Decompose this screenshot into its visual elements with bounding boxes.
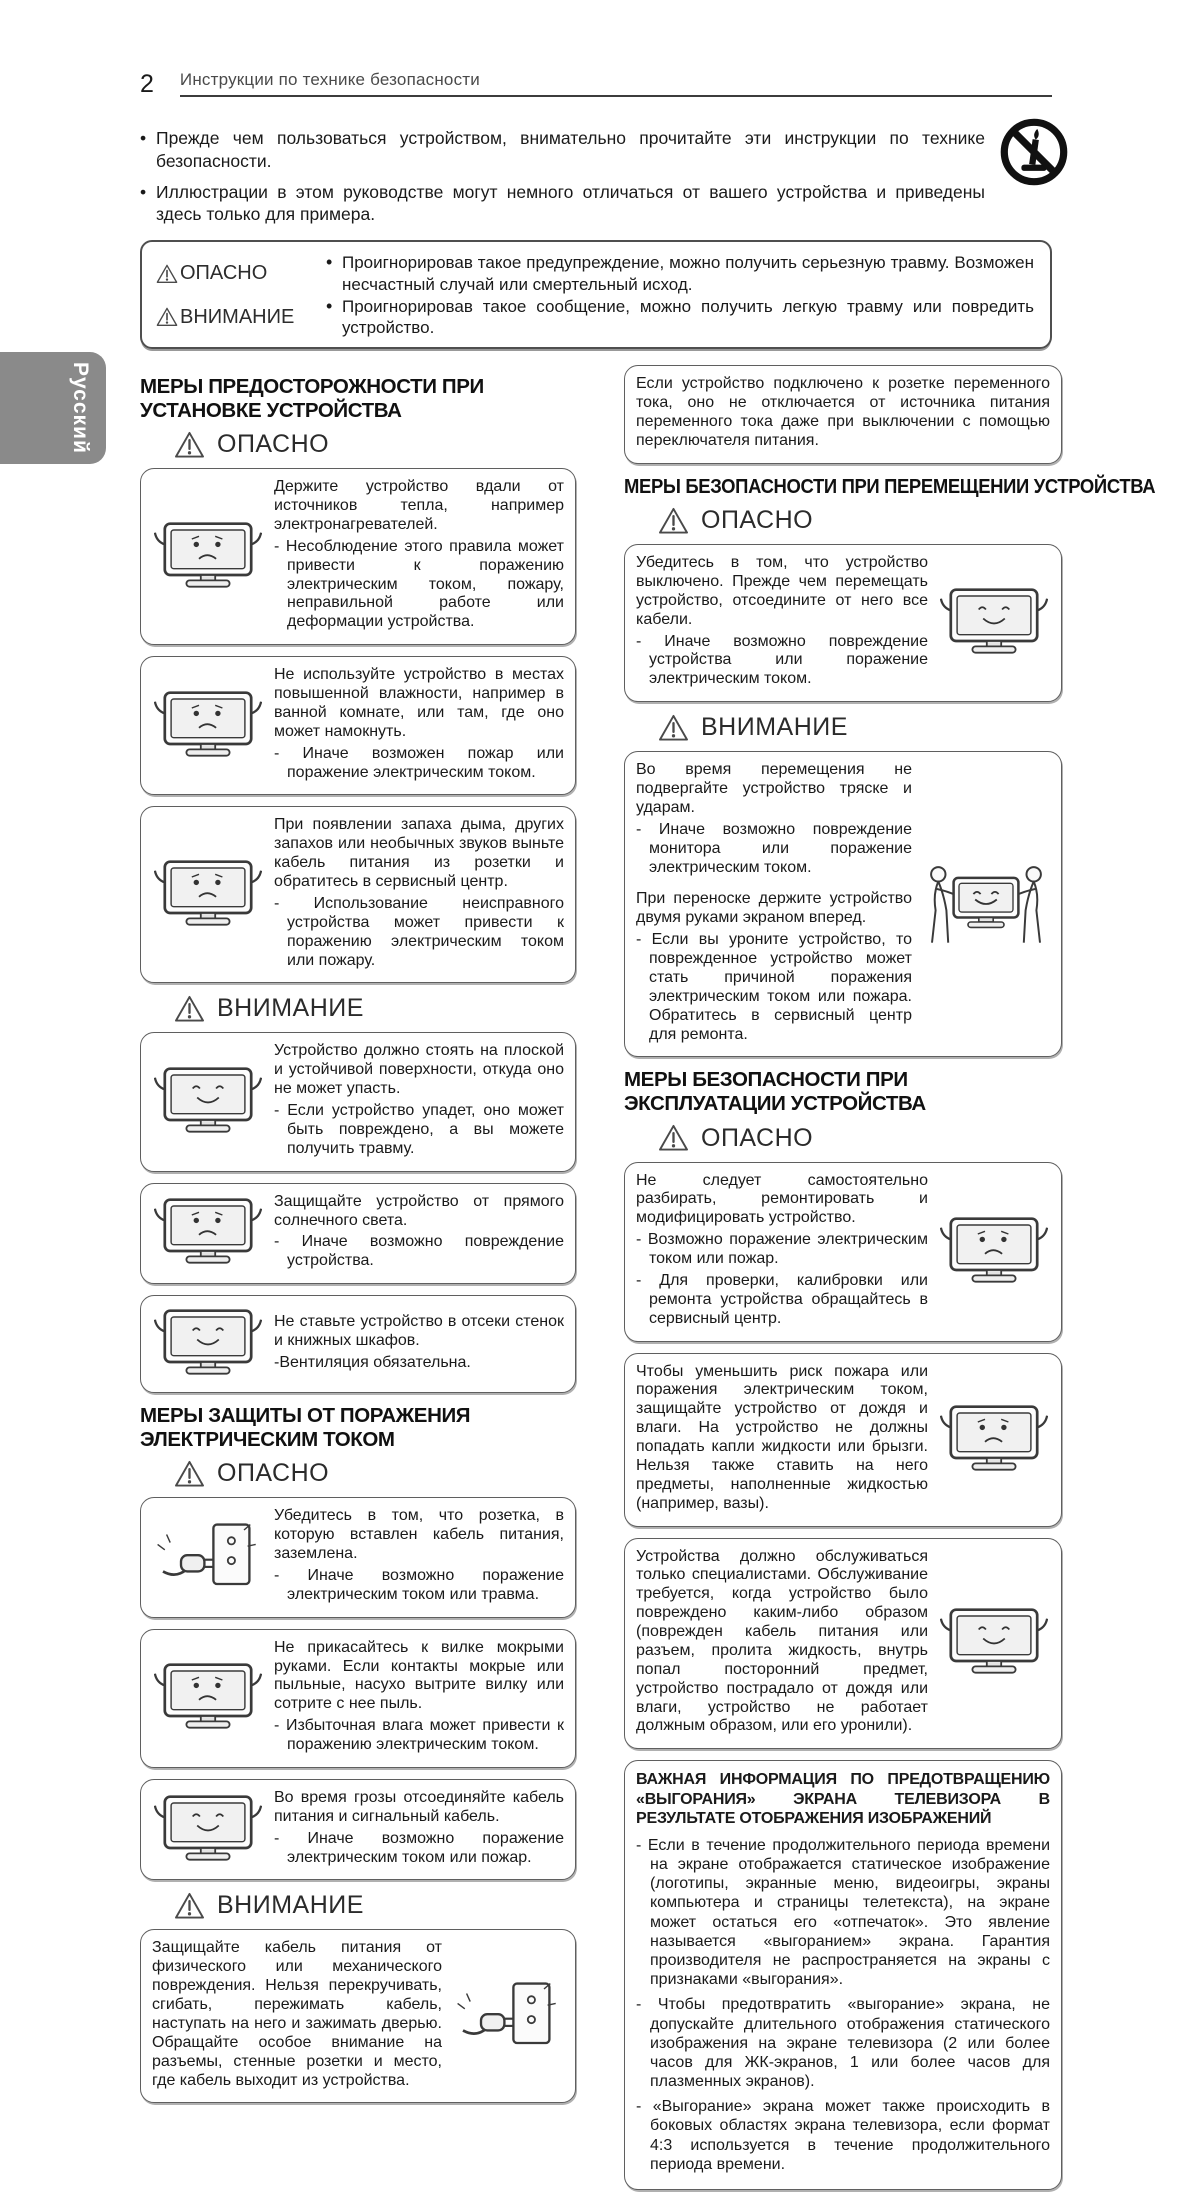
column-left (140, 365, 576, 2114)
intro-bullet: • Иллюстрации в этом руководстве могут немного отличаться от вашего устройства и приведены здесь только для примера. (140, 181, 985, 227)
safety-subtext: - Возможно поражение электрическим током или пожар. (636, 1231, 928, 1268)
safety-box-smoke (140, 806, 576, 983)
tv-smoke-illustration (152, 856, 264, 934)
danger-header (658, 506, 1062, 535)
caution-header-text: ВНИМАНИЕ (701, 713, 848, 742)
cable-protection-illustration (452, 1977, 564, 2055)
legend-row-danger (156, 252, 1034, 296)
safety-text: Не следует самостоятельно разбирать, ремонтировать и модифицировать устройство. (636, 1171, 928, 1227)
tv-sunlight-illustration (152, 1194, 264, 1272)
document-title: Инструкции по технике безопасности (179, 70, 480, 89)
danger-header-text: ОПАСНО (217, 430, 330, 459)
danger-label-text: ОПАСНО (180, 262, 268, 285)
safety-text: При появлении запаха дыма, других запахов или необычных звуков выньте кабель питания из розетки и обратитесь в сервисный центр. (274, 816, 564, 890)
warning-triangle-icon (174, 995, 205, 1023)
safety-box-ventilation (140, 1295, 576, 1393)
danger-header-text: ОПАСНО (701, 1123, 814, 1152)
warning-triangle-icon (174, 1460, 205, 1488)
safety-text: Чтобы уменьшить риск пожара или поражения электрическим током, защищайте устройство от дождя и влаги. На устройство не должны попадать капли жидкости или брызги. Нельзя также ставить на него предметы, наполненные жидкостью (например, вазы). (636, 1362, 928, 1512)
grounded-outlet-illustration (152, 1518, 264, 1596)
safety-box-rain-moisture (624, 1353, 1062, 1527)
tv-unplugged-cables-illustration (938, 584, 1050, 662)
safety-box-sunlight (140, 1183, 576, 1285)
safety-box-humidity (140, 656, 576, 795)
safety-box-flat-surface (140, 1032, 576, 1171)
intro-bullet: • Прежде чем пользоваться устройством, внимательно прочитайте эти инструкции по технике безопасности. (140, 127, 985, 173)
legend-box (140, 240, 1052, 349)
safety-text: Во время грозы отсоединяйте кабель питания и сигнальный кабель. (274, 1788, 564, 1825)
section-title-installation: МЕРЫ ПРЕДОСТОРОЖНОСТИ ПРИ УСТАНОВКЕ УСТРОЙСТВА (140, 375, 484, 422)
safety-subtext: - Иначе возможно поражение электрическим током или травма. (274, 1566, 564, 1603)
warning-triangle-icon (156, 307, 178, 327)
safety-text: Не используйте устройство в местах повышенной влажности, например в ванной комнате, или там, где оно может намокнуть. (274, 666, 564, 740)
disassembly-illustration (938, 1213, 1050, 1291)
safety-text: Защищайте кабель питания от физического или механического повреждения. Нельзя перекручивать, сгибать, пережимать кабель, наступать на него и зажимать дверью. Обращайте особое внимание на разъемы, стенные розетки и место, где кабель выходит из устройства. (152, 1939, 442, 2089)
legend-row-caution (156, 296, 1034, 340)
tv-heater-illustration (152, 518, 264, 596)
safety-subtext: - Иначе возможно повреждение устройства или поражение электрическим током. (636, 632, 928, 688)
caution-header-text: ВНИМАНИЕ (217, 994, 364, 1023)
safety-subtext: - Иначе возможно повреждение монитора или поражение электрическим током. (636, 820, 912, 876)
safety-subtext: - Несоблюдение этого правила может привести к поражению электрическим током, пожару, неправильной работе или деформации устройства. (274, 537, 564, 631)
danger-header (174, 1459, 576, 1488)
rain-window-illustration (938, 1401, 1050, 1479)
wet-hands-illustration (152, 1659, 264, 1737)
safety-box-wet-hands (140, 1629, 576, 1768)
danger-header (658, 1124, 1062, 1153)
safety-text: При переноске держите устройство двумя руками экраном вперед. (636, 890, 912, 927)
ac-power-note-box (624, 365, 1062, 464)
danger-label (156, 262, 324, 285)
warning-triangle-icon (658, 714, 689, 742)
page-number: 2 (140, 70, 154, 98)
manual-page (140, 70, 1156, 2201)
column-right (624, 365, 1156, 2201)
burn-in-bullet: - Чтобы предотвратить «выгорание» экрана, не допускайте длительного отображения статического изображения на экране телевизора (2 или более часов для ЖК-экранов, 1 или более часов для плазменных экранов). (636, 1996, 1050, 2091)
danger-header-text: ОПАСНО (217, 1459, 330, 1488)
safety-box-cable-protection (140, 1929, 576, 2103)
burn-in-bullet: - «Выгорание» экрана может также происходить в боковых областях экрана телевизора, если формат 4:3 используется в течение продолжительного периода времени. (636, 2098, 1050, 2173)
safety-subtext: - Если устройство упадет, оно может быть повреждено, а вы можете получить травму. (274, 1102, 564, 1157)
safety-subtext: - Иначе возможно поражение электрическим током или пожар. (274, 1829, 564, 1866)
safety-box-power-off-before-moving (624, 544, 1062, 702)
safety-subtext: - Использование неисправного устройства может привести к поражению электрическим током или пожару. (274, 894, 564, 969)
safety-text: Убедитесь в том, что розетка, в которую вставлен кабель питания, заземлена. (274, 1507, 564, 1562)
caution-header-text: ВНИМАНИЕ (217, 1891, 364, 1920)
safety-text: Устройства должно обслуживаться только специалистами. Обслуживание требуется, когда устройство было повреждено каким-либо образом (поврежден кабель питания или разъем, пролита жидкость, внутрь попал посторонний предмет, устройство пострадало от дождя или влаги, устройство не работает должным образом, или его уронили). (636, 1547, 928, 1735)
safety-box-heat (140, 468, 576, 645)
burn-in-info-box (624, 1760, 1062, 2190)
section-title-electric-shock: МЕРЫ ЗАЩИТЫ ОТ ПОРАЖЕНИЯ ЭЛЕКТРИЧЕСКИМ ТОКОМ (140, 1404, 471, 1451)
language-tab (0, 352, 106, 464)
safety-text: Убедитесь в том, что устройство выключено. Прежде чем перемещать устройство, отсоедините от него все кабели. (636, 554, 928, 628)
caution-label (156, 306, 324, 329)
safety-subtext: - Иначе возможно повреждение устройства. (274, 1233, 564, 1270)
burn-in-title: ВАЖНАЯ ИНФОРМАЦИЯ ПО ПРЕДОТВРАЩЕНИЮ «ВЫГОРАНИЯ» ЭКРАНА ТЕЛЕВИЗОРА В РЕЗУЛЬТАТЕ ОТОБРАЖЕНИЯ ИЗОБРАЖЕНИЙ (636, 1771, 1050, 1828)
safety-subtext: - Избыточная влага может привести к поражению электрическим током. (274, 1717, 564, 1753)
header-rule (180, 70, 1052, 97)
tv-wall-niche-illustration (152, 1305, 264, 1383)
legend-caution-text: • Проигнорировав такое сообщение, можно получить легкую травму или повредить устройство. (324, 296, 1034, 340)
caution-label-text: ВНИМАНИЕ (180, 305, 295, 328)
no-candle-prohibition-icon (998, 114, 1070, 190)
safety-box-carrying (624, 751, 1062, 1057)
section-title-operation: МЕРЫ БЕЗОПАСНОСТИ ПРИ ЭКСПЛУАТАЦИИ УСТРОЙСТВА (624, 1068, 926, 1115)
safety-text: Не ставьте устройство в отсеки стенок и книжных шкафов. (274, 1312, 564, 1349)
safety-text: Устройство должно стоять на плоской и устойчивой поверхности, откуда оно не может упасть. (274, 1042, 564, 1098)
caution-header (174, 994, 576, 1023)
content-columns (140, 365, 1156, 2201)
safety-subtext: - Иначе возможен пожар или поражение электрическим током. (274, 744, 564, 781)
tv-table-illustration (152, 1063, 264, 1141)
safety-text: Во время перемещения не подвергайте устройство тряске и ударам. (636, 761, 912, 816)
caution-header (658, 713, 1062, 742)
safety-box-qualified-service (624, 1538, 1062, 1750)
two-people-carrying-tv-illustration (922, 854, 1050, 954)
safety-box-no-disassembly (624, 1162, 1062, 1342)
danger-header-text: ОПАСНО (701, 506, 814, 535)
warning-triangle-icon (156, 264, 178, 284)
safety-text: Защищайте устройство от прямого солнечного света. (274, 1192, 564, 1229)
safety-text: Держите устройство вдали от источников тепла, например электронагревателей. (274, 478, 564, 533)
warning-triangle-icon (658, 1124, 689, 1152)
safety-box-storm (140, 1779, 576, 1881)
page-header (140, 70, 1052, 97)
safety-text: Не прикасайтесь к вилке мокрыми руками. Если контакты мокрые или пыльные, насухо вытрите вилку или сотрите с нее пыль. (274, 1638, 564, 1713)
warning-triangle-icon (174, 431, 205, 459)
storm-unplug-illustration (152, 1791, 264, 1869)
danger-header (174, 430, 576, 459)
warning-triangle-icon (658, 507, 689, 535)
section-title-moving: МЕРЫ БЕЗОПАСНОСТИ ПРИ ПЕРЕМЕЩЕНИИ УСТРОЙСТВА (624, 474, 1156, 498)
service-technician-illustration (938, 1604, 1050, 1682)
caution-header (174, 1891, 576, 1920)
language-tab-label: Русский (69, 362, 92, 454)
intro-list (140, 127, 985, 226)
safety-subtext: - Для проверки, калибровки или ремонта устройства обращайтесь в сервисный центр. (636, 1271, 928, 1327)
burn-in-bullet: - Если в течение продолжительного периода времени на экране отображается статическое изображение (логотипы, экранные меню, видеоигры, экраны компьютера и страницы телетекста), на экране может остаться его «отпечаток». Это явление называется «выгоранием» экрана. Гарантия производителя не распространяется на экраны с признаками «выгорания». (636, 1836, 1050, 1989)
tv-bathroom-illustration (152, 687, 264, 765)
safety-subtext: -Вентиляция обязательна. (274, 1353, 471, 1371)
legend-danger-text: • Проигнорировав такое предупреждение, можно получить серьезную травму. Возможен несчастный случай или смертельный исход. (324, 252, 1034, 296)
note-text: Если устройство подключено к розетке переменного тока, оно не отключается от источника питания переменного тока даже при выключении с помощью переключателя питания. (636, 375, 1050, 449)
safety-subtext: - Если вы уроните устройство, то поврежденное устройство может стать причиной поражения электрическим током или пожара. Обратитесь в сервисный центр для ремонта. (636, 931, 912, 1043)
warning-triangle-icon (174, 1892, 205, 1920)
